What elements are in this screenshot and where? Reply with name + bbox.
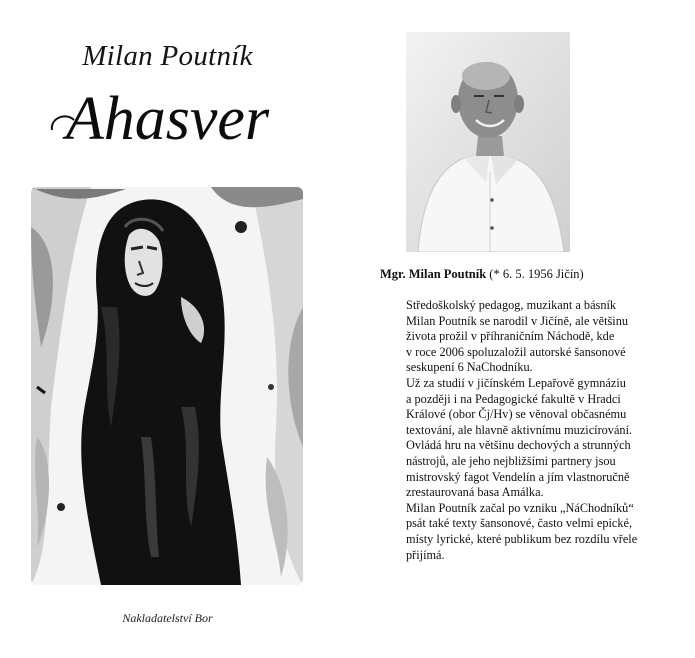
- author-portrait: [406, 32, 570, 252]
- cover-author: Milan Poutník: [82, 40, 253, 72]
- cover-title: Ahasver: [65, 85, 270, 153]
- bio-paragraph: Milan Poutník začal po vzniku „NáChodníků“ psát také texty šansonové, často velmi epické, místy lyrické, které publikum bez rozdílu vřele přijímá.: [406, 500, 638, 562]
- bio-paragraph: Středoškolský pedagog, muzikant a básník Milan Poutník se narodil v Jičíně, ale většinu života prožil v příhraničním Náchodě, kde v roce 2006 spoluzaložil autorské šansonové seskupení 6 NaChodníku.: [406, 298, 628, 375]
- title-flourish: [48, 108, 88, 138]
- author-photo: [406, 32, 570, 252]
- bio-author-name: Mgr. Milan Poutník: [380, 267, 487, 281]
- cover-illustration: [31, 187, 303, 585]
- cover-publisher: Nakladatelství Bor: [122, 611, 213, 625]
- bio-birth-info: (* 6. 5. 1956 Jičín): [489, 267, 584, 281]
- ink-figure-painting: [31, 187, 303, 585]
- bio-heading: [380, 266, 680, 282]
- bio-paragraph: Už za studií v jičínském Lepařově gymnáziu a později i na Pedagogické fakultě v Hradci Králové (obor Čj/Hv) se věnoval občasnému textování, ale hlavně aktivnímu muzicírování. Ovládá hru na většinu dechových a strunných nástrojů, ale jeho nejbližšími partnery jsou mistrovský fagot Vendelín a jím vlastnoručně zrestaurovaná basa Amálka.: [406, 375, 633, 500]
- bio-text: [406, 298, 686, 563]
